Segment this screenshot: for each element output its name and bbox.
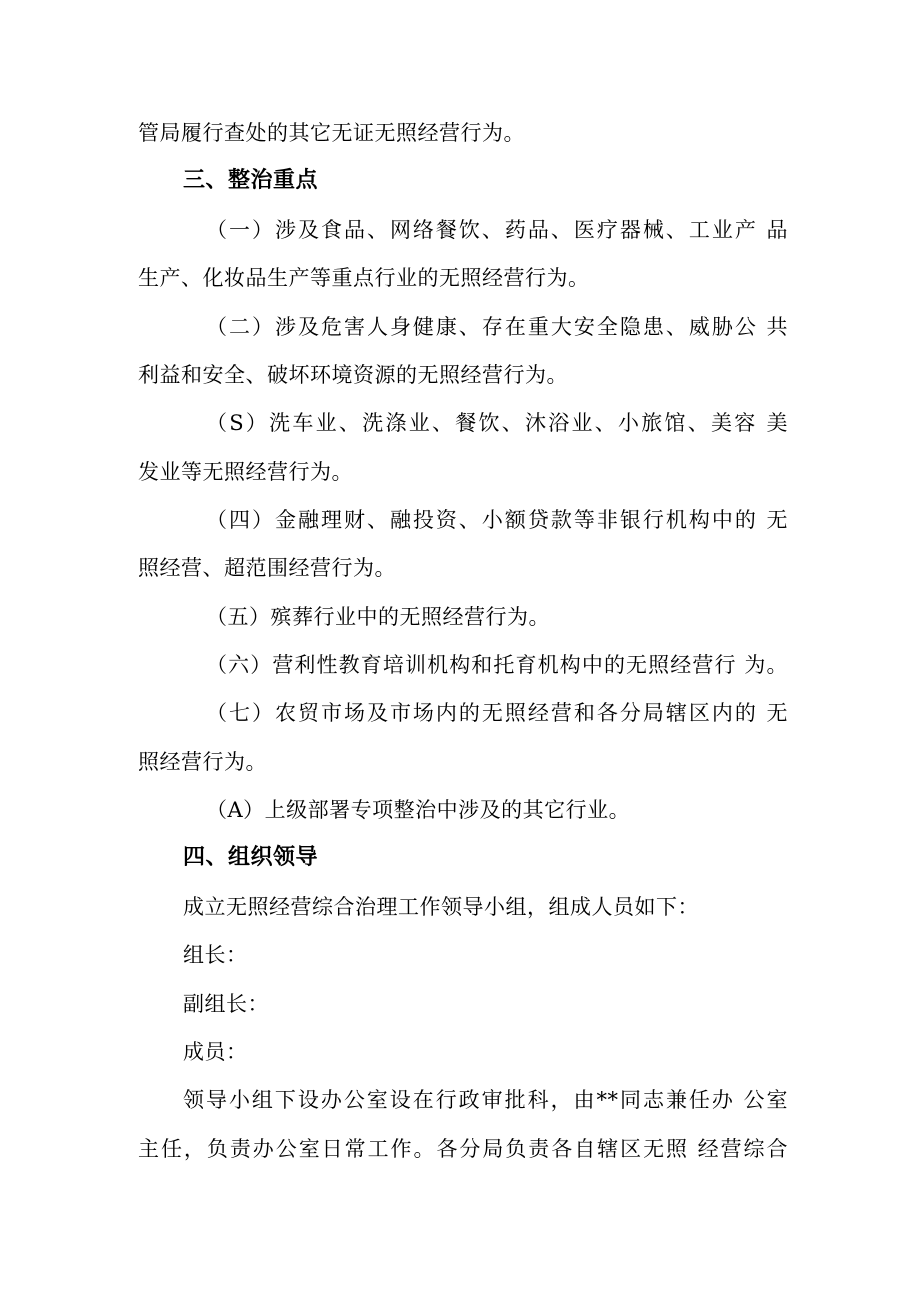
section-heading-3: 三、整治重点 — [183, 168, 319, 193]
paragraph-line: （一）涉及食品、网络餐饮、药品、医疗器械、工业产 品 — [206, 218, 788, 242]
paragraph-line: （S）洗车业、洗涤业、餐饮、沐浴业、小旅馆、美容 美 — [206, 411, 788, 435]
paragraph-line: 成立无照经营综合治理工作领导小组，组成人员如下： — [183, 895, 699, 919]
paragraph-line: 发业等无照经营行为。 — [138, 460, 353, 484]
paragraph-line: （五）殡葬行业中的无照经营行为。 — [206, 605, 550, 629]
paragraph-line: 利益和安全、破坏环境资源的无照经营行为。 — [138, 363, 568, 387]
paragraph-line: （七）农贸市场及市场内的无照经营和各分局辖区内的 无 — [206, 701, 788, 725]
paragraph-line: （六）营利性教育培训机构和托育机构中的无照经营行 为。 — [206, 653, 788, 677]
paragraph-line: （A）上级部署专项整治中涉及的其它行业。 — [206, 798, 631, 822]
paragraph-line: 领导小组下设办公室设在行政审批科，由**同志兼任办 公室 — [183, 1088, 788, 1112]
paragraph-line: 照经营、超范围经营行为。 — [138, 556, 396, 580]
paragraph-line: 管局履行查处的其它无证无照经营行为。 — [138, 121, 525, 145]
paragraph-line: 生产、化妆品生产等重点行业的无照经营行为。 — [138, 266, 590, 290]
paragraph-line: 主任，负责办公室日常工作。各分局负责各自辖区无照 经营综合 — [138, 1137, 788, 1161]
deputy-leader-line: 副组长： — [183, 992, 269, 1016]
paragraph-line: （二）涉及危害人身健康、存在重大安全隐患、威胁公 共 — [206, 315, 788, 339]
group-leader-line: 组长： — [183, 943, 248, 967]
members-line: 成员： — [183, 1040, 248, 1064]
paragraph-line: （四）金融理财、融投资、小额贷款等非银行机构中的 无 — [206, 508, 788, 532]
section-heading-4: 四、组织领导 — [183, 845, 319, 870]
paragraph-line: 照经营行为。 — [138, 750, 267, 774]
